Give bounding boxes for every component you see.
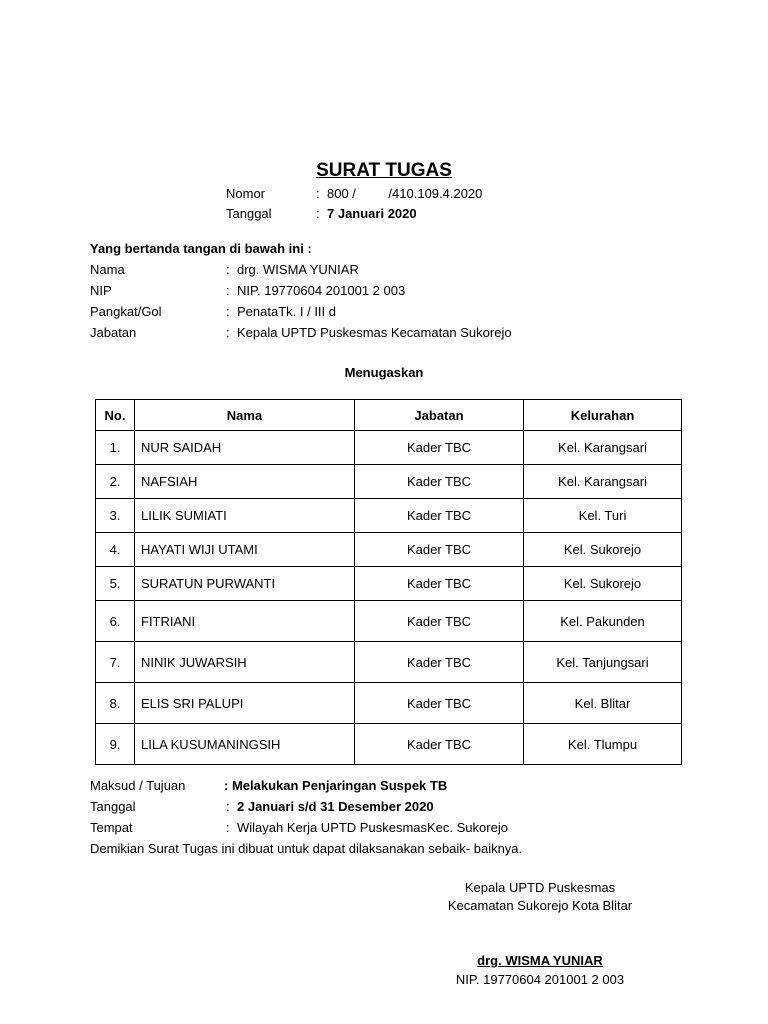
- cell-no: 8.: [96, 683, 135, 724]
- cell-kelurahan: Kel. Sukorejo: [524, 533, 682, 567]
- nomor-label: Nomor: [226, 186, 266, 201]
- field-pangkat-value: PenataTk. I / III d: [237, 304, 336, 319]
- table-row: [96, 499, 682, 533]
- tanggal-colon: :: [316, 206, 320, 221]
- cell-kelurahan: Kel. Turi: [524, 499, 682, 533]
- nomor-colon: :: [316, 186, 320, 201]
- field-nip-colon: :: [226, 283, 230, 298]
- cell-nama: FITRIANI: [135, 601, 355, 642]
- detail-tanggal-label: Tanggal: [90, 799, 136, 814]
- field-nama-label: Nama: [90, 262, 125, 277]
- table-row: [96, 683, 682, 724]
- cell-no: 7.: [96, 642, 135, 683]
- cell-no: 2.: [96, 465, 135, 499]
- cell-kelurahan: Kel. Karangsari: [524, 431, 682, 465]
- header-jabatan: Jabatan: [355, 400, 524, 431]
- cell-nama: NINIK JUWARSIH: [135, 642, 355, 683]
- cell-kelurahan: Kel. Pakunden: [524, 601, 682, 642]
- header-kelurahan: Kelurahan: [524, 400, 682, 431]
- cell-nama: LILA KUSUMANINGSIH: [135, 724, 355, 765]
- cell-nama: LILIK SUMIATI: [135, 499, 355, 533]
- cell-nama: ELIS SRI PALUPI: [135, 683, 355, 724]
- signature-nip: NIP. 19770604 201001 2 003: [455, 972, 625, 987]
- table-row: [96, 601, 682, 642]
- cell-nama: NAFSIAH: [135, 465, 355, 499]
- signature-name: drg. WISMA YUNIAR: [477, 953, 603, 968]
- maksud-label: Maksud / Tujuan: [90, 778, 186, 793]
- cell-jabatan: Kader TBC: [355, 499, 524, 533]
- document-title: SURAT TUGAS: [316, 160, 452, 181]
- field-nama-colon: :: [226, 262, 230, 277]
- cell-jabatan: Kader TBC: [355, 567, 524, 601]
- cell-jabatan: Kader TBC: [355, 465, 524, 499]
- cell-nama: NUR SAIDAH: [135, 431, 355, 465]
- field-jabatan-colon: :: [226, 325, 230, 340]
- cell-jabatan: Kader TBC: [355, 642, 524, 683]
- cell-kelurahan: Kel. Tanjungsari: [524, 642, 682, 683]
- field-jabatan-label: Jabatan: [90, 325, 137, 340]
- field-nama-value: drg. WISMA YUNIAR: [237, 262, 359, 277]
- cell-no: 9.: [96, 724, 135, 765]
- intro-text: Yang bertanda tangan di bawah ini :: [90, 241, 312, 256]
- cell-jabatan: Kader TBC: [355, 533, 524, 567]
- header-no: No.: [96, 400, 135, 431]
- field-nip-value: NIP. 19770604 201001 2 003: [237, 283, 406, 298]
- cell-nama: HAYATI WIJI UTAMI: [135, 533, 355, 567]
- cell-jabatan: Kader TBC: [355, 724, 524, 765]
- cell-nama: SURATUN PURWANTI: [135, 567, 355, 601]
- tempat-colon: :: [226, 820, 230, 835]
- field-pangkat-label: Pangkat/Gol: [90, 304, 162, 319]
- tempat-label: Tempat: [90, 820, 133, 835]
- cell-no: 5.: [96, 567, 135, 601]
- cell-kelurahan: Kel. Karangsari: [524, 465, 682, 499]
- tanggal-value: 7 Januari 2020: [327, 206, 417, 221]
- field-nip-label: NIP: [90, 283, 112, 298]
- closing-text: Demikian Surat Tugas ini dibuat untuk dapat dilaksanakan sebaik- baiknya.: [90, 841, 523, 856]
- table-row: [96, 533, 682, 567]
- signature-title-line1: Kepala UPTD Puskesmas: [464, 880, 616, 895]
- cell-kelurahan: Kel. Blitar: [524, 683, 682, 724]
- nomor-value: 800 / /410.109.4.2020: [327, 186, 483, 201]
- cell-no: 1.: [96, 431, 135, 465]
- maksud-value: : Melakukan Penjaringan Suspek TB: [224, 778, 448, 793]
- field-pangkat-colon: :: [226, 304, 230, 319]
- table-row: [96, 724, 682, 765]
- cell-kelurahan: Kel. Sukorejo: [524, 567, 682, 601]
- tanggal-label: Tanggal: [226, 206, 272, 221]
- cell-jabatan: Kader TBC: [355, 431, 524, 465]
- table-row: [96, 642, 682, 683]
- cell-no: 6.: [96, 601, 135, 642]
- field-jabatan-value: Kepala UPTD Puskesmas Kecamatan Sukorejo: [237, 325, 512, 340]
- table-header-row: [96, 400, 682, 431]
- cell-jabatan: Kader TBC: [355, 683, 524, 724]
- signature-title-line2: Kecamatan Sukorejo Kota Blitar: [447, 898, 633, 913]
- tempat-value: Wilayah Kerja UPTD PuskesmasKec. Sukorejo: [237, 820, 508, 835]
- cell-jabatan: Kader TBC: [355, 601, 524, 642]
- cell-kelurahan: Kel. Tlumpu: [524, 724, 682, 765]
- table-row: [96, 431, 682, 465]
- table-row: [96, 567, 682, 601]
- header-nama: Nama: [135, 400, 355, 431]
- detail-tanggal-value: 2 Januari s/d 31 Desember 2020: [237, 799, 434, 814]
- table-row: [96, 465, 682, 499]
- cell-no: 4.: [96, 533, 135, 567]
- cell-no: 3.: [96, 499, 135, 533]
- detail-tanggal-colon: :: [226, 799, 230, 814]
- menugaskan-heading: Menugaskan: [344, 365, 424, 380]
- assignment-table: [95, 399, 682, 765]
